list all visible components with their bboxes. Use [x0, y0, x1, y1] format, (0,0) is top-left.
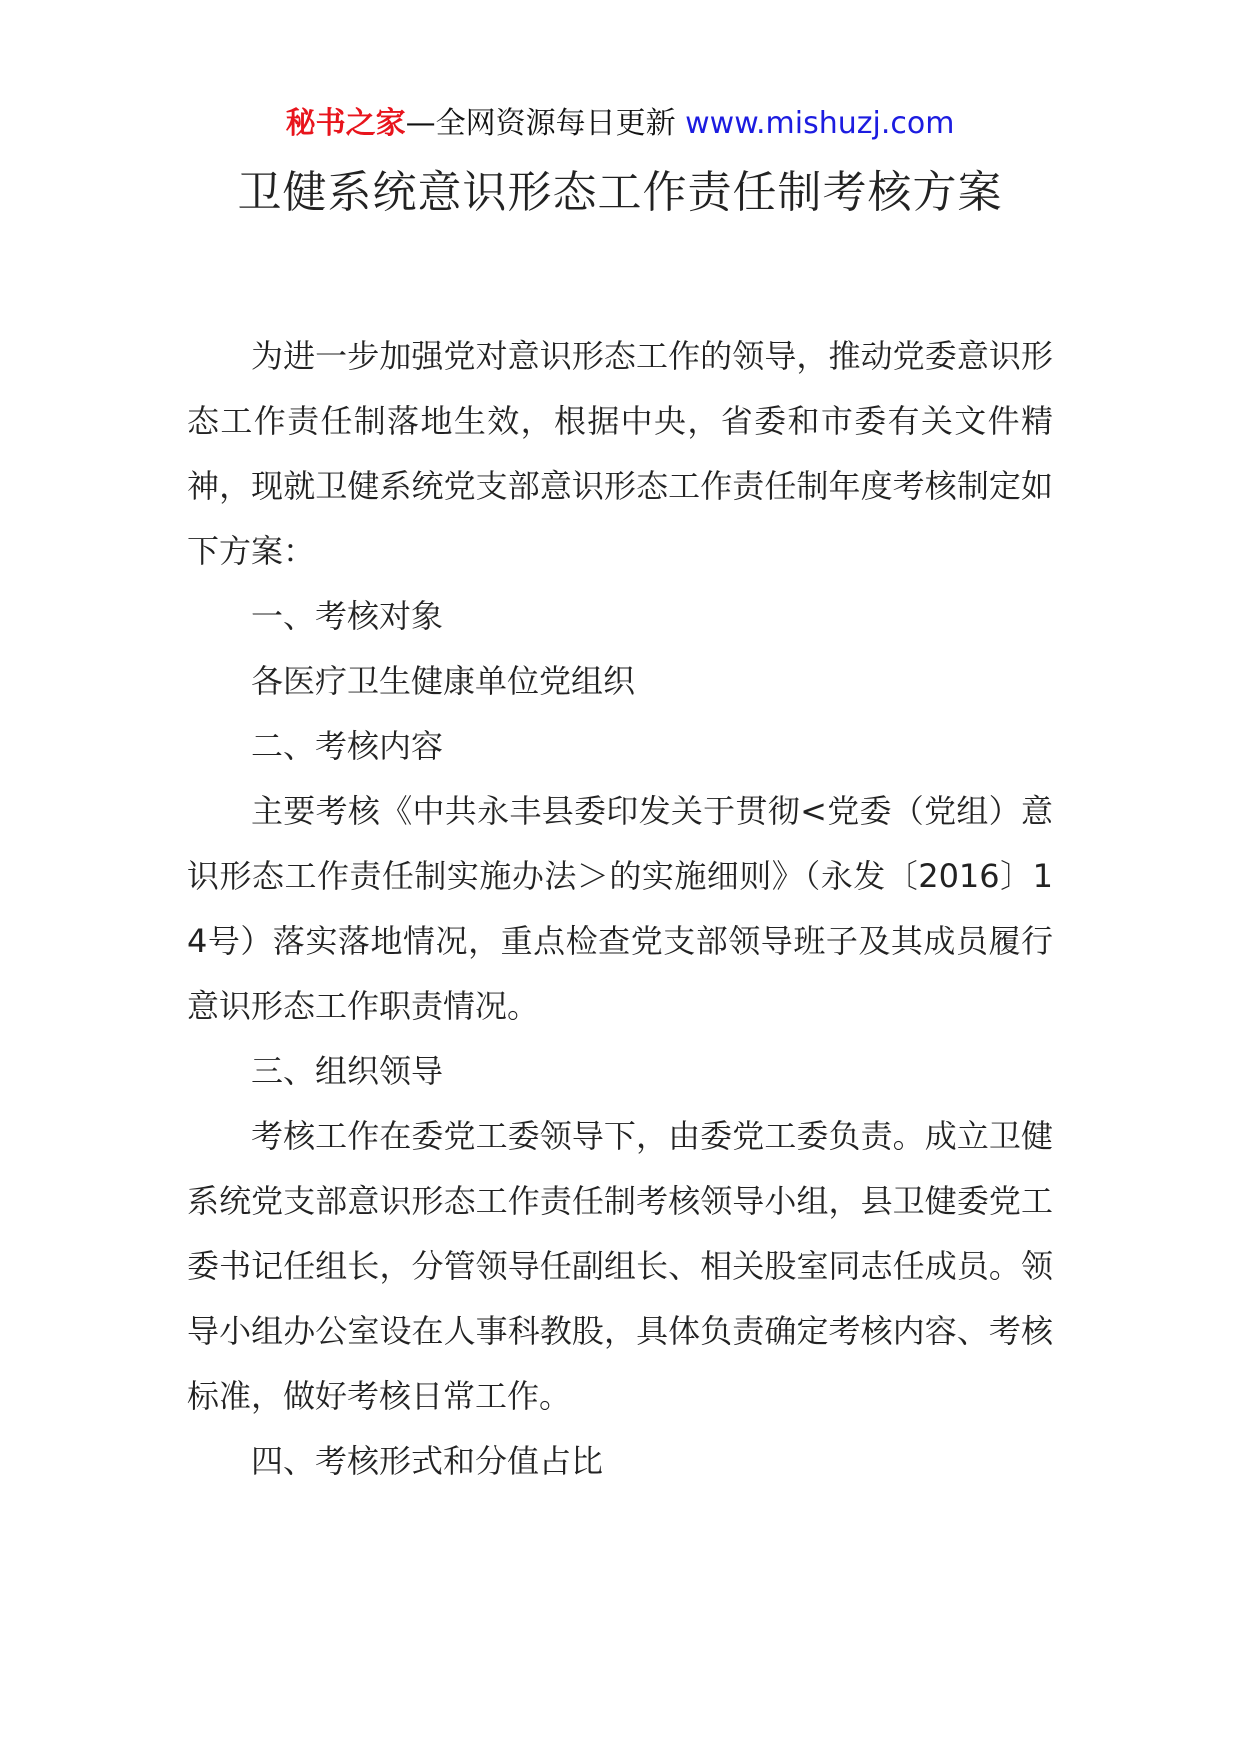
site-tagline: —全网资源每日更新: [405, 106, 686, 141]
assessment-content-paragraph: 主要考核《中共永丰县委印发关于贯彻<党委（党组）意识形态工作责任制实施办法＞的实施细则》（永发〔2016〕14号）落实落地情况，重点检查党支部领导班子及其成员履行意识形态工作职责情况。: [187, 792, 1053, 1025]
site-header: [0, 100, 1240, 148]
assessment-target-paragraph: 各医疗卫生健康单位党组织: [251, 662, 636, 700]
organization-leadership-paragraph: 考核工作在委党工委领导下，由委党工委负责。成立卫健系统党支部意识形态工作责任制考核领导小组，县卫健委党工委书记任组长，分管领导任副组长、相关股室同志任成员。领导小组办公室设在人事科教股，具体负责确定考核内容、考核标准，做好考核日常工作。: [187, 1117, 1053, 1415]
document-body: [187, 324, 1053, 1494]
section-heading-assessment-target: 一、考核对象: [251, 597, 444, 635]
document-title: 卫健系统意识形态工作责任制考核方案: [237, 167, 1003, 218]
intro-paragraph: 为进一步加强党对意识形态工作的领导，推动党委意识形态工作责任制落地生效，根据中央，省委和市委有关文件精神，现就卫健系统党支部意识形态工作责任制年度考核制定如下方案：: [187, 337, 1053, 570]
site-brand: 秘书之家: [285, 106, 406, 141]
section-heading-assessment-content: 二、考核内容: [251, 727, 444, 765]
section-heading-assessment-form: 四、考核形式和分值占比: [251, 1442, 604, 1480]
section-heading-organization-leadership: 三、组织领导: [251, 1052, 444, 1090]
site-url-link[interactable]: www.mishuzj.com: [685, 106, 955, 141]
